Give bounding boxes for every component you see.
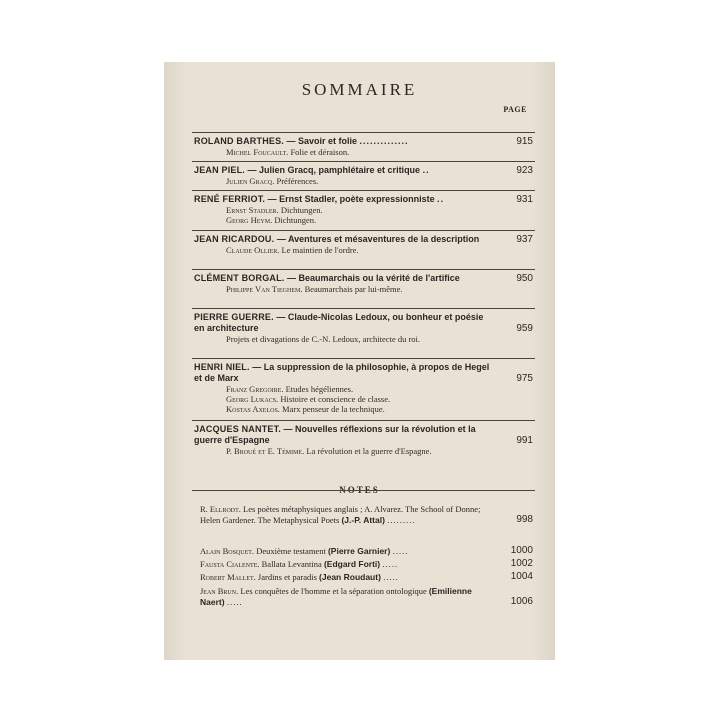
note-text (200, 504, 535, 525)
reviewed-author: Julien Gracq. (226, 176, 277, 186)
reviewed-work (226, 245, 535, 255)
entry-heading (194, 136, 535, 147)
reviewed-title: Le maintien de l'ordre. (281, 245, 359, 255)
note-title: Les poètes métaphysiques anglais ; A. Alvarez. The School of Donne; Helen Gardener. The Metaphysical Poets (200, 504, 481, 525)
divider-rule (192, 132, 535, 133)
note-page-number: 1004 (510, 571, 533, 582)
toc-entry (194, 234, 535, 255)
leader-dots: .. (422, 165, 430, 175)
reviewed-author: Kostas Axelos. (226, 404, 283, 414)
reviewed-title: Dichtungen. (274, 215, 317, 225)
reviewed-work (226, 147, 535, 157)
reviewed-work (226, 404, 535, 414)
entry-page-number: 923 (516, 165, 533, 176)
entry-page-number: 975 (516, 373, 533, 384)
entry-author: JEAN RICARDOU. (194, 234, 275, 244)
divider-rule (192, 190, 535, 191)
reviewed-work (226, 334, 535, 344)
note-entry (200, 559, 535, 570)
reviewed-work (226, 215, 535, 225)
reviewed-author: Michel Foucault. (226, 147, 291, 157)
leader-dots: ..... (382, 559, 399, 569)
contents-page (164, 62, 555, 660)
toc-entry (194, 194, 535, 225)
leader-dots: ..... (383, 572, 399, 582)
note-author: Jean Brun. (200, 586, 241, 596)
divider-rule (192, 420, 535, 421)
reviewed-author: P. Broué et E. Témime. (226, 446, 307, 456)
page-title: SOMMAIRE (301, 80, 418, 99)
divider-rule (192, 269, 535, 270)
divider-rule (192, 308, 535, 309)
note-title: Ballata Levantina (261, 559, 324, 569)
toc-entry (194, 362, 535, 414)
entry-author: JEAN PIEL. (194, 165, 246, 175)
page-column-header: PAGE (503, 105, 527, 114)
reviewed-work (226, 284, 535, 294)
entry-heading (194, 362, 535, 384)
note-entry (200, 572, 535, 583)
note-author: Fausta Cialente. (200, 559, 262, 569)
entry-title: — La suppression de la philosophie, à propos de Hegel et de Marx (194, 362, 490, 383)
entry-title: — Aventures et mésaventures de la description (274, 234, 480, 244)
entry-title: — Savoir et folie (284, 136, 360, 146)
reviewed-title: Préférences. (276, 176, 319, 186)
note-entry (200, 586, 535, 607)
reviewed-author: Claude Ollier. (226, 245, 282, 255)
note-entry (200, 504, 535, 525)
note-reviewer: (J.-P. Attal) (341, 514, 388, 525)
note-reviewer: (Jean Roudaut) (319, 572, 384, 582)
note-text (200, 572, 535, 583)
note-entry (200, 546, 535, 557)
entry-title: — Claude-Nicolas Ledoux, ou bonheur et poésie en architecture (194, 312, 484, 333)
leader-dots: ......... (387, 514, 416, 525)
note-title: Jardins et paradis (257, 572, 320, 582)
entry-heading (194, 312, 535, 334)
entry-title: — Beaumarchais ou la vérité de l'artifice (284, 273, 460, 283)
toc-entry (194, 273, 535, 294)
entry-heading (194, 165, 535, 176)
toc-entry (194, 165, 535, 186)
note-title: Deuxième testament (256, 546, 328, 556)
entry-author: RENÉ FERRIOT. (194, 194, 266, 204)
note-author: R. Ellrodt. (200, 504, 244, 514)
entry-page-number: 959 (516, 323, 533, 334)
reviewed-title: Folie et déraison. (290, 147, 350, 157)
divider-rule (192, 230, 535, 231)
reviewed-work (226, 205, 535, 215)
entry-author: CLÉMENT BORGAL. (194, 273, 285, 283)
reviewed-author: Georg Lukacs. (226, 394, 281, 404)
reviewed-title: Beaumarchais par lui-même. (304, 284, 403, 294)
leader-dots: .. (437, 194, 445, 204)
note-reviewer: (Emilienne Naert) (200, 586, 472, 607)
reviewed-work (226, 446, 535, 456)
note-reviewer: (Edgard Forti) (323, 559, 383, 569)
reviewed-work (226, 384, 535, 394)
entry-page-number: 950 (516, 273, 533, 284)
reviewed-author: Ernst Stadler. (226, 205, 281, 215)
reviewed-work (226, 394, 535, 404)
note-text (200, 559, 535, 570)
divider-rule (192, 490, 535, 491)
entry-title: — Nouvelles réflexions sur la révolution et la guerre d'Espagne (194, 424, 476, 445)
divider-rule (192, 161, 535, 162)
entry-page-number: 937 (516, 234, 533, 245)
reviewed-author: Franz Gregoire. (226, 384, 286, 394)
entry-author: JACQUES NANTET. (194, 424, 282, 434)
toc-entry (194, 424, 535, 456)
reviewed-title: La révolution et la guerre d'Espagne. (306, 446, 432, 456)
reviewed-title: Marx penseur de la technique. (282, 404, 385, 414)
leader-dots: .............. (359, 136, 409, 146)
toc-entry (194, 136, 535, 157)
entry-title: — Julien Gracq, pamphlétaire et critique (245, 165, 423, 175)
note-title: Les conquêtes de l'homme et la séparation ontologique (240, 586, 429, 596)
reviewed-title: Projets et divagations de C.-N. Ledoux, architecte du roi. (226, 334, 421, 344)
entry-author: HENRI NIEL. (194, 362, 250, 372)
reviewed-title: Histoire et conscience de classe. (280, 394, 391, 404)
entry-page-number: 931 (516, 194, 533, 205)
leader-dots: ..... (392, 546, 409, 556)
entry-page-number: 991 (516, 435, 533, 446)
note-author: Robert Mallet. (200, 572, 258, 582)
note-author: Alain Bosquet. (200, 546, 257, 556)
reviewed-work (226, 176, 535, 186)
note-page-number: 1000 (510, 545, 533, 556)
leader-dots: ..... (226, 596, 243, 607)
reviewed-author: Philippe Van Tieghem. (226, 284, 305, 294)
reviewed-title: Dichtungen. (280, 205, 323, 215)
entry-author: PIERRE GUERRE. (194, 312, 274, 322)
entry-title: — Ernst Stadler, poète expressionniste (265, 194, 438, 204)
note-text (200, 586, 535, 607)
reviewed-title: Etudes hégéliennes. (285, 384, 354, 394)
entry-page-number: 915 (516, 136, 533, 147)
entry-heading (194, 234, 535, 245)
entry-author: ROLAND BARTHES. (194, 136, 284, 146)
entry-heading (194, 273, 535, 284)
note-text (200, 546, 535, 557)
toc-entry (194, 312, 535, 344)
note-reviewer: (Pierre Garnier) (327, 546, 393, 556)
note-page-number: 1006 (510, 595, 533, 607)
entry-heading (194, 194, 535, 205)
divider-rule (192, 358, 535, 359)
reviewed-author: Georg Heym. (226, 215, 275, 225)
entry-heading (194, 424, 535, 446)
note-page-number: 1002 (510, 558, 533, 569)
note-page-number: 998 (516, 513, 533, 525)
notes-heading: NOTES (339, 485, 380, 495)
